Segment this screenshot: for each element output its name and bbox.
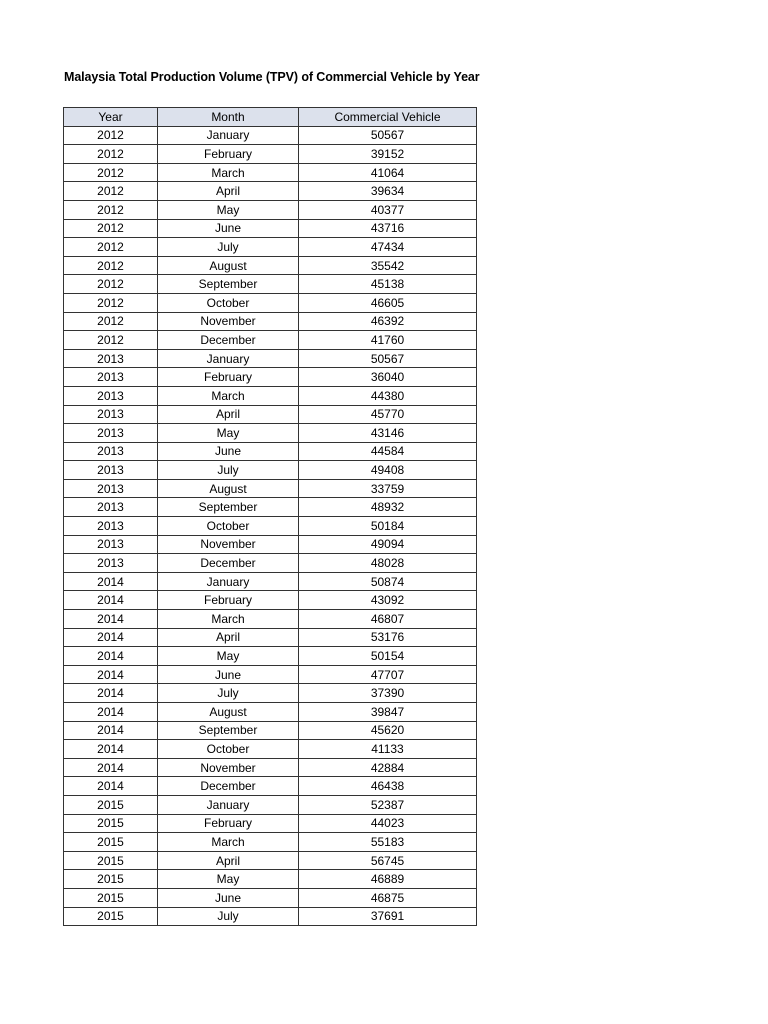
month-cell: January [158, 126, 299, 145]
table-row [64, 275, 477, 294]
commercial-vehicle-cell: 44584 [299, 442, 477, 461]
year-cell: 2015 [64, 907, 158, 926]
commercial-vehicle-cell: 46807 [299, 610, 477, 629]
year-cell: 2012 [64, 182, 158, 201]
table-row [64, 461, 477, 480]
commercial-vehicle-cell: 50184 [299, 517, 477, 536]
commercial-vehicle-cell: 41760 [299, 331, 477, 350]
table-row [64, 740, 477, 759]
table-body [64, 126, 477, 926]
year-cell: 2014 [64, 647, 158, 666]
column-header-month: Month [158, 108, 299, 127]
commercial-vehicle-cell: 36040 [299, 368, 477, 387]
commercial-vehicle-cell: 47707 [299, 665, 477, 684]
year-cell: 2013 [64, 461, 158, 480]
table-row [64, 814, 477, 833]
commercial-vehicle-cell: 35542 [299, 256, 477, 275]
year-cell: 2013 [64, 535, 158, 554]
month-cell: January [158, 349, 299, 368]
year-cell: 2012 [64, 293, 158, 312]
table-row [64, 479, 477, 498]
table-row [64, 907, 477, 926]
year-cell: 2012 [64, 219, 158, 238]
month-cell: January [158, 795, 299, 814]
commercial-vehicle-cell: 50567 [299, 349, 477, 368]
commercial-vehicle-cell: 46875 [299, 888, 477, 907]
commercial-vehicle-cell: 37691 [299, 907, 477, 926]
table-row [64, 219, 477, 238]
table-row [64, 163, 477, 182]
commercial-vehicle-cell: 49408 [299, 461, 477, 480]
year-cell: 2015 [64, 814, 158, 833]
month-cell: April [158, 405, 299, 424]
commercial-vehicle-cell: 47434 [299, 238, 477, 257]
commercial-vehicle-cell: 48028 [299, 554, 477, 573]
month-cell: October [158, 517, 299, 536]
month-cell: July [158, 684, 299, 703]
month-cell: March [158, 833, 299, 852]
table-row [64, 591, 477, 610]
commercial-vehicle-cell: 39152 [299, 145, 477, 164]
month-cell: November [158, 535, 299, 554]
commercial-vehicle-cell: 44380 [299, 386, 477, 405]
month-cell: December [158, 554, 299, 573]
year-cell: 2015 [64, 888, 158, 907]
table-row [64, 665, 477, 684]
year-cell: 2013 [64, 442, 158, 461]
commercial-vehicle-cell: 37390 [299, 684, 477, 703]
table-row [64, 851, 477, 870]
year-cell: 2013 [64, 554, 158, 573]
year-cell: 2013 [64, 368, 158, 387]
table-row [64, 349, 477, 368]
year-cell: 2013 [64, 517, 158, 536]
commercial-vehicle-cell: 43146 [299, 424, 477, 443]
month-cell: December [158, 331, 299, 350]
table-row [64, 684, 477, 703]
year-cell: 2014 [64, 703, 158, 722]
commercial-vehicle-cell: 42884 [299, 758, 477, 777]
table-row [64, 721, 477, 740]
month-cell: January [158, 572, 299, 591]
commercial-vehicle-cell: 46438 [299, 777, 477, 796]
month-cell: June [158, 665, 299, 684]
table-row [64, 256, 477, 275]
month-cell: September [158, 275, 299, 294]
year-cell: 2014 [64, 684, 158, 703]
year-cell: 2014 [64, 628, 158, 647]
commercial-vehicle-cell: 46605 [299, 293, 477, 312]
commercial-vehicle-cell: 46392 [299, 312, 477, 331]
table-row [64, 386, 477, 405]
year-cell: 2012 [64, 312, 158, 331]
commercial-vehicle-cell: 49094 [299, 535, 477, 554]
month-cell: March [158, 386, 299, 405]
commercial-vehicle-cell: 45620 [299, 721, 477, 740]
month-cell: July [158, 907, 299, 926]
commercial-vehicle-cell: 43716 [299, 219, 477, 238]
year-cell: 2013 [64, 349, 158, 368]
month-cell: August [158, 479, 299, 498]
month-cell: December [158, 777, 299, 796]
commercial-vehicle-cell: 55183 [299, 833, 477, 852]
table-row [64, 498, 477, 517]
year-cell: 2013 [64, 498, 158, 517]
commercial-vehicle-cell: 41064 [299, 163, 477, 182]
month-cell: June [158, 888, 299, 907]
commercial-vehicle-cell: 50567 [299, 126, 477, 145]
table-row [64, 628, 477, 647]
table-row [64, 777, 477, 796]
month-cell: February [158, 368, 299, 387]
year-cell: 2015 [64, 851, 158, 870]
year-cell: 2013 [64, 479, 158, 498]
year-cell: 2012 [64, 238, 158, 257]
year-cell: 2014 [64, 591, 158, 610]
commercial-vehicle-cell: 33759 [299, 479, 477, 498]
table-row [64, 870, 477, 889]
table-row [64, 424, 477, 443]
commercial-vehicle-cell: 41133 [299, 740, 477, 759]
month-cell: March [158, 163, 299, 182]
month-cell: June [158, 442, 299, 461]
year-cell: 2014 [64, 721, 158, 740]
month-cell: November [158, 758, 299, 777]
table-row [64, 126, 477, 145]
year-cell: 2013 [64, 424, 158, 443]
commercial-vehicle-cell: 45138 [299, 275, 477, 294]
table-row [64, 758, 477, 777]
month-cell: July [158, 238, 299, 257]
table-row [64, 535, 477, 554]
month-cell: May [158, 870, 299, 889]
table-row [64, 517, 477, 536]
commercial-vehicle-cell: 39847 [299, 703, 477, 722]
month-cell: April [158, 851, 299, 870]
production-table [63, 107, 477, 926]
table-row [64, 610, 477, 629]
year-cell: 2013 [64, 386, 158, 405]
month-cell: July [158, 461, 299, 480]
column-header-year: Year [64, 108, 158, 127]
year-cell: 2015 [64, 795, 158, 814]
table-row [64, 703, 477, 722]
month-cell: August [158, 256, 299, 275]
table-row [64, 368, 477, 387]
table-row [64, 145, 477, 164]
year-cell: 2012 [64, 256, 158, 275]
table-row [64, 331, 477, 350]
month-cell: August [158, 703, 299, 722]
year-cell: 2014 [64, 758, 158, 777]
month-cell: November [158, 312, 299, 331]
year-cell: 2014 [64, 777, 158, 796]
table-row [64, 293, 477, 312]
month-cell: May [158, 200, 299, 219]
year-cell: 2012 [64, 331, 158, 350]
commercial-vehicle-cell: 56745 [299, 851, 477, 870]
month-cell: September [158, 498, 299, 517]
table-row [64, 647, 477, 666]
month-cell: October [158, 740, 299, 759]
month-cell: March [158, 610, 299, 629]
table-row [64, 442, 477, 461]
table-row [64, 405, 477, 424]
year-cell: 2014 [64, 740, 158, 759]
commercial-vehicle-cell: 53176 [299, 628, 477, 647]
table-row [64, 238, 477, 257]
commercial-vehicle-cell: 48932 [299, 498, 477, 517]
table-row [64, 795, 477, 814]
month-cell: April [158, 182, 299, 201]
year-cell: 2014 [64, 610, 158, 629]
year-cell: 2014 [64, 665, 158, 684]
table-row [64, 312, 477, 331]
commercial-vehicle-cell: 40377 [299, 200, 477, 219]
table-row [64, 572, 477, 591]
month-cell: February [158, 145, 299, 164]
year-cell: 2013 [64, 405, 158, 424]
commercial-vehicle-cell: 50154 [299, 647, 477, 666]
year-cell: 2012 [64, 275, 158, 294]
commercial-vehicle-cell: 39634 [299, 182, 477, 201]
commercial-vehicle-cell: 44023 [299, 814, 477, 833]
commercial-vehicle-cell: 52387 [299, 795, 477, 814]
table-row [64, 200, 477, 219]
month-cell: February [158, 814, 299, 833]
table-header-row [64, 108, 477, 127]
commercial-vehicle-cell: 46889 [299, 870, 477, 889]
year-cell: 2012 [64, 163, 158, 182]
table-row [64, 182, 477, 201]
table-row [64, 833, 477, 852]
page-title: Malaysia Total Production Volume (TPV) of Commercial Vehicle by Year [64, 70, 480, 84]
month-cell: September [158, 721, 299, 740]
year-cell: 2012 [64, 145, 158, 164]
table-row [64, 554, 477, 573]
month-cell: February [158, 591, 299, 610]
commercial-vehicle-cell: 45770 [299, 405, 477, 424]
month-cell: June [158, 219, 299, 238]
year-cell: 2015 [64, 833, 158, 852]
year-cell: 2015 [64, 870, 158, 889]
month-cell: May [158, 647, 299, 666]
month-cell: April [158, 628, 299, 647]
year-cell: 2012 [64, 200, 158, 219]
commercial-vehicle-cell: 50874 [299, 572, 477, 591]
year-cell: 2014 [64, 572, 158, 591]
month-cell: October [158, 293, 299, 312]
table-row [64, 888, 477, 907]
column-header-commercial-vehicle: Commercial Vehicle [299, 108, 477, 127]
commercial-vehicle-cell: 43092 [299, 591, 477, 610]
year-cell: 2012 [64, 126, 158, 145]
month-cell: May [158, 424, 299, 443]
